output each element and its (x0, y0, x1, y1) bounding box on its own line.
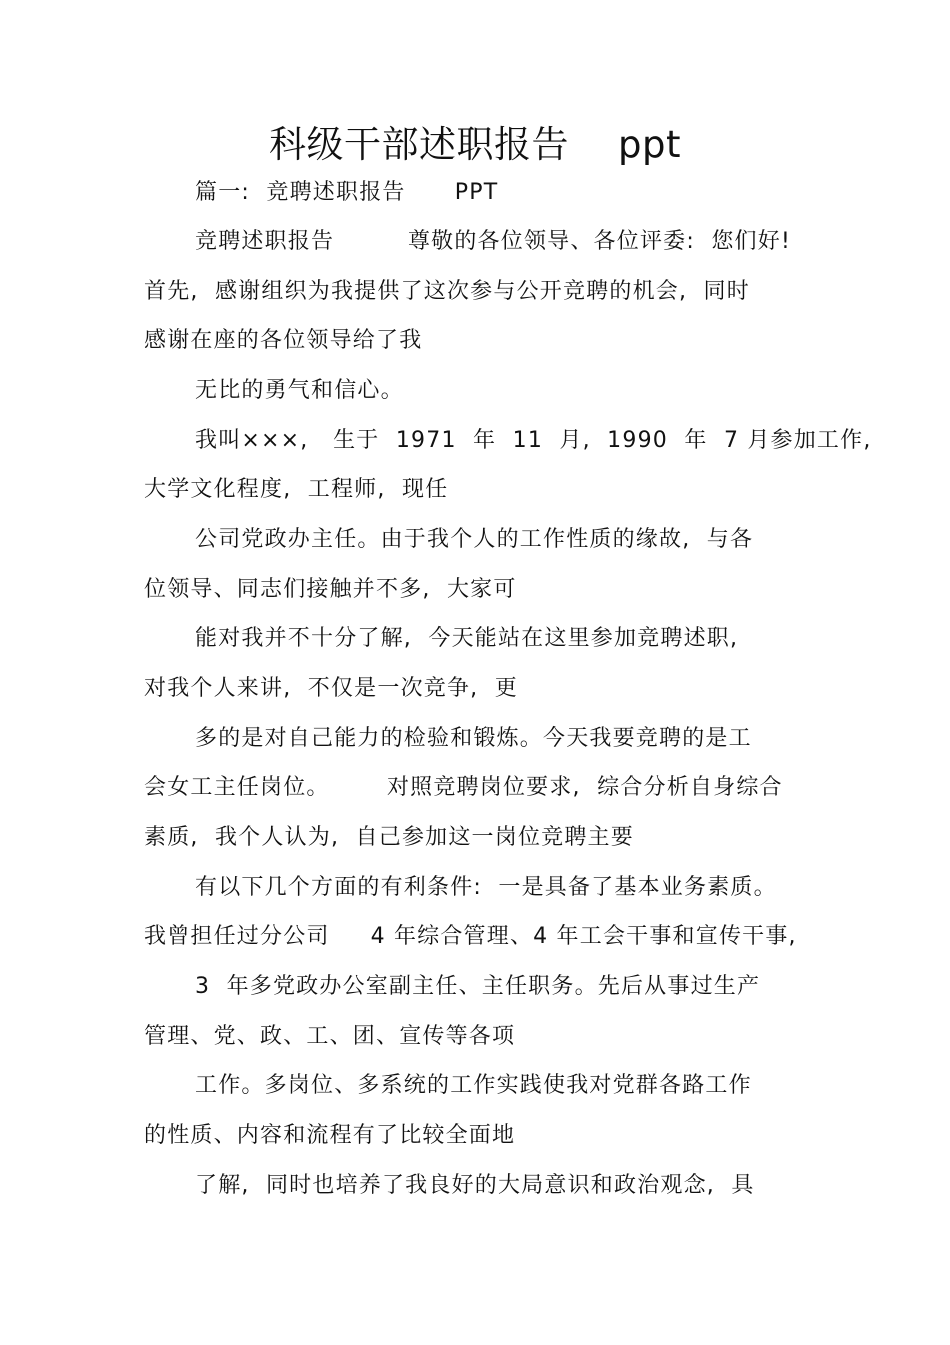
paragraph-line: 无比的勇气和信心。 (195, 378, 404, 403)
paragraph-line: 位领导、同志们接触并不多, 大家可 (144, 577, 517, 602)
paragraph-line: 感谢在座的各位领导给了我 (144, 328, 423, 353)
paragraph-line: 的性质、内容和流程有了比较全面地 (144, 1123, 516, 1148)
document-title: 科级干部述职报告 ppt (268, 123, 682, 166)
paragraph-line: 会女工主任岗位。 对照竞聘岗位要求, 综合分析自身综合 (144, 775, 783, 800)
paragraph-line: 大学文化程度, 工程师, 现任 (144, 477, 449, 502)
paragraph-line: 素质, 我个人认为, 自己参加这一岗位竞聘主要 (144, 825, 634, 850)
paragraph-line: 我叫×××, 生于 1971 年 11 月, 1990 年 7 月参加工作, (195, 428, 872, 453)
paragraph-line: 了解, 同时也培养了我良好的大局意识和政治观念, 具 (195, 1173, 755, 1198)
paragraph-line: 首先, 感谢组织为我提供了这次参与公开竞聘的机会, 同时 (144, 279, 750, 304)
paragraph-line: 竞聘述职报告 尊敬的各位领导、各位评委: 您们好! (195, 229, 791, 254)
paragraph-line: 有以下几个方面的有利条件: 一是具备了基本业务素质。 (195, 875, 777, 900)
paragraph-line: 公司党政办主任。由于我个人的工作性质的缘故, 与各 (195, 527, 754, 552)
section-heading: 篇一: 竞聘述职报告 PPT (195, 180, 499, 205)
paragraph-line: 3 年多党政办公室副主任、主任职务。先后从事过生产 (195, 974, 761, 999)
paragraph-line: 对我个人来讲, 不仅是一次竞争, 更 (144, 676, 518, 701)
paragraph-line: 我曾担任过分公司 4 年综合管理、4 年工会干事和宣传干事, (144, 924, 797, 949)
paragraph-line: 管理、党、政、工、团、宣传等各项 (144, 1024, 516, 1049)
paragraph-line: 能对我并不十分了解, 今天能站在这里参加竞聘述职, (195, 626, 739, 651)
paragraph-line: 多的是对自己能力的检验和锻炼。今天我要竞聘的是工 (195, 726, 752, 751)
paragraph-line: 工作。多岗位、多系统的工作实践使我对党群各路工作 (195, 1073, 752, 1098)
